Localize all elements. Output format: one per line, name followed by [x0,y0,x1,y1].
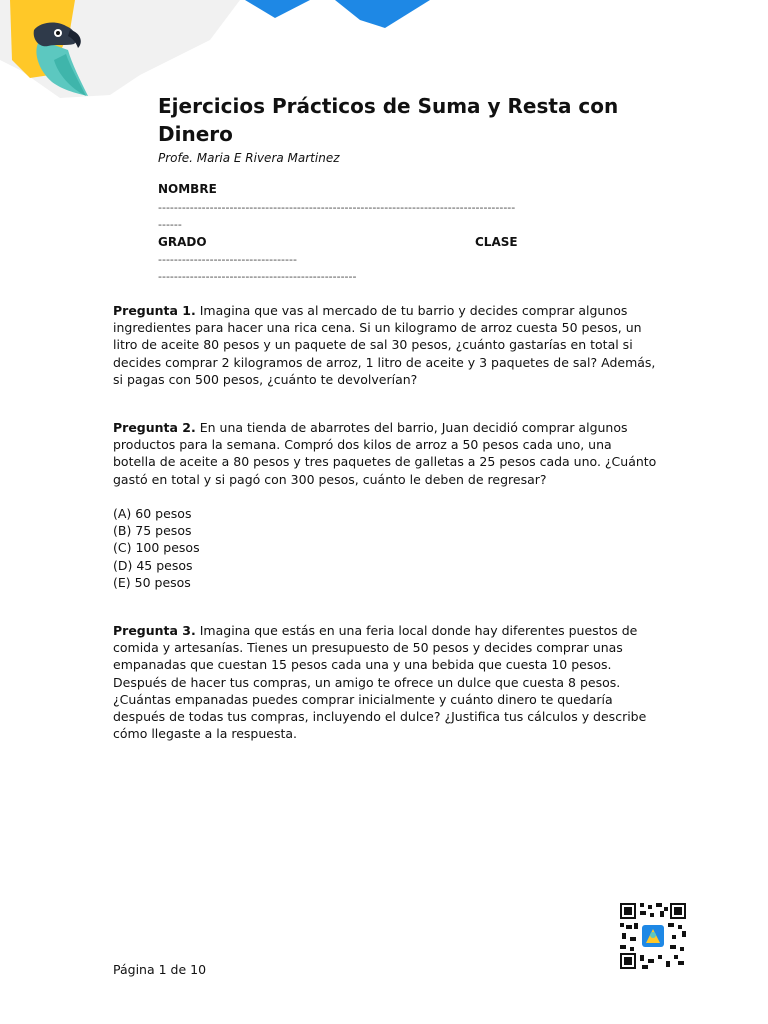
qr-code-icon[interactable] [620,903,686,969]
blue-shape-left [245,0,310,18]
nombre-blank-line: ------------------------------------------------------------------------------------------ [158,201,516,214]
question-1 [113,302,658,388]
question-text: En una tienda de abarrotes del barrio, Juan decidió comprar algunos productos para la semana. Compró dos kilos de arroz a 50 pesos cada uno, una botella de aceite a 80 pesos y tres paquetes de galletas a 25 pesos cada uno. ¿Cuánto gastó en total y si pagó con 300 pesos, cuánto le deben de regresar? [113,420,657,487]
answer-options [113,505,200,591]
answer-option: (A) 60 pesos [113,506,192,521]
document-title: Ejercicios Prácticos de Suma y Resta con Dinero [158,94,619,146]
grado-label: GRADO [158,235,207,249]
nombre-label: NOMBRE [158,182,217,196]
answer-option: (D) 45 pesos [113,557,193,573]
question-label: Pregunta 3. [113,623,196,638]
nombre-blank-line-continuation: ------ [158,218,182,231]
clase-blank-line: -------------------------------------------------- [158,270,357,283]
grado-blank-line: ----------------------------------- [158,253,297,266]
answer-option: (B) 75 pesos [113,523,192,539]
answer-option: (C) 100 pesos [113,540,200,556]
question-text: Imagina que vas al mercado de tu barrio y decides comprar algunos ingredientes para hacer una rica cena. Si un kilogramo de arroz cuesta 50 pesos, un litro de aceite 80 pesos y un paquete de sal 30 pesos, ¿cuánto gastarías en total si decides comprar 2 kilogramos de arroz, 1 litro de aceite y 3 paquetes de sal? Además, si pagas con 500 pesos, ¿cuánto te devolverían? [113,303,656,387]
question-2 [113,419,658,488]
header-decoration [0,0,768,100]
question-label: Pregunta 2. [113,420,196,435]
answer-option: (E) 50 pesos [113,574,191,590]
question-3 [113,622,658,742]
document-header [158,92,658,166]
question-text: Imagina que estás en una feria local donde hay diferentes puestos de comida y artesanías. Tienes un presupuesto de 50 pesos y decides comprar unas empanadas que cuestan 15 pesos cada una y una bebida que cuesta 10 pesos. Después de hacer tus compras, un amigo te ofrece un dulce que cuesta 8 pesos. ¿Cuántas empanadas puedes comprar inicialmente y cuánto dinero te quedaría después de todas tus compras, incluyendo el dulce? ¿Justifica tus cálculos y describe cómo llegaste a la respuesta. [113,623,647,742]
clase-label: CLASE [475,235,518,249]
question-label: Pregunta 1. [113,303,196,318]
blue-shape-right [335,0,430,28]
page-number: Página 1 de 10 [113,962,207,977]
author-name: Profe. Maria E Rivera Martinez [158,151,340,165]
